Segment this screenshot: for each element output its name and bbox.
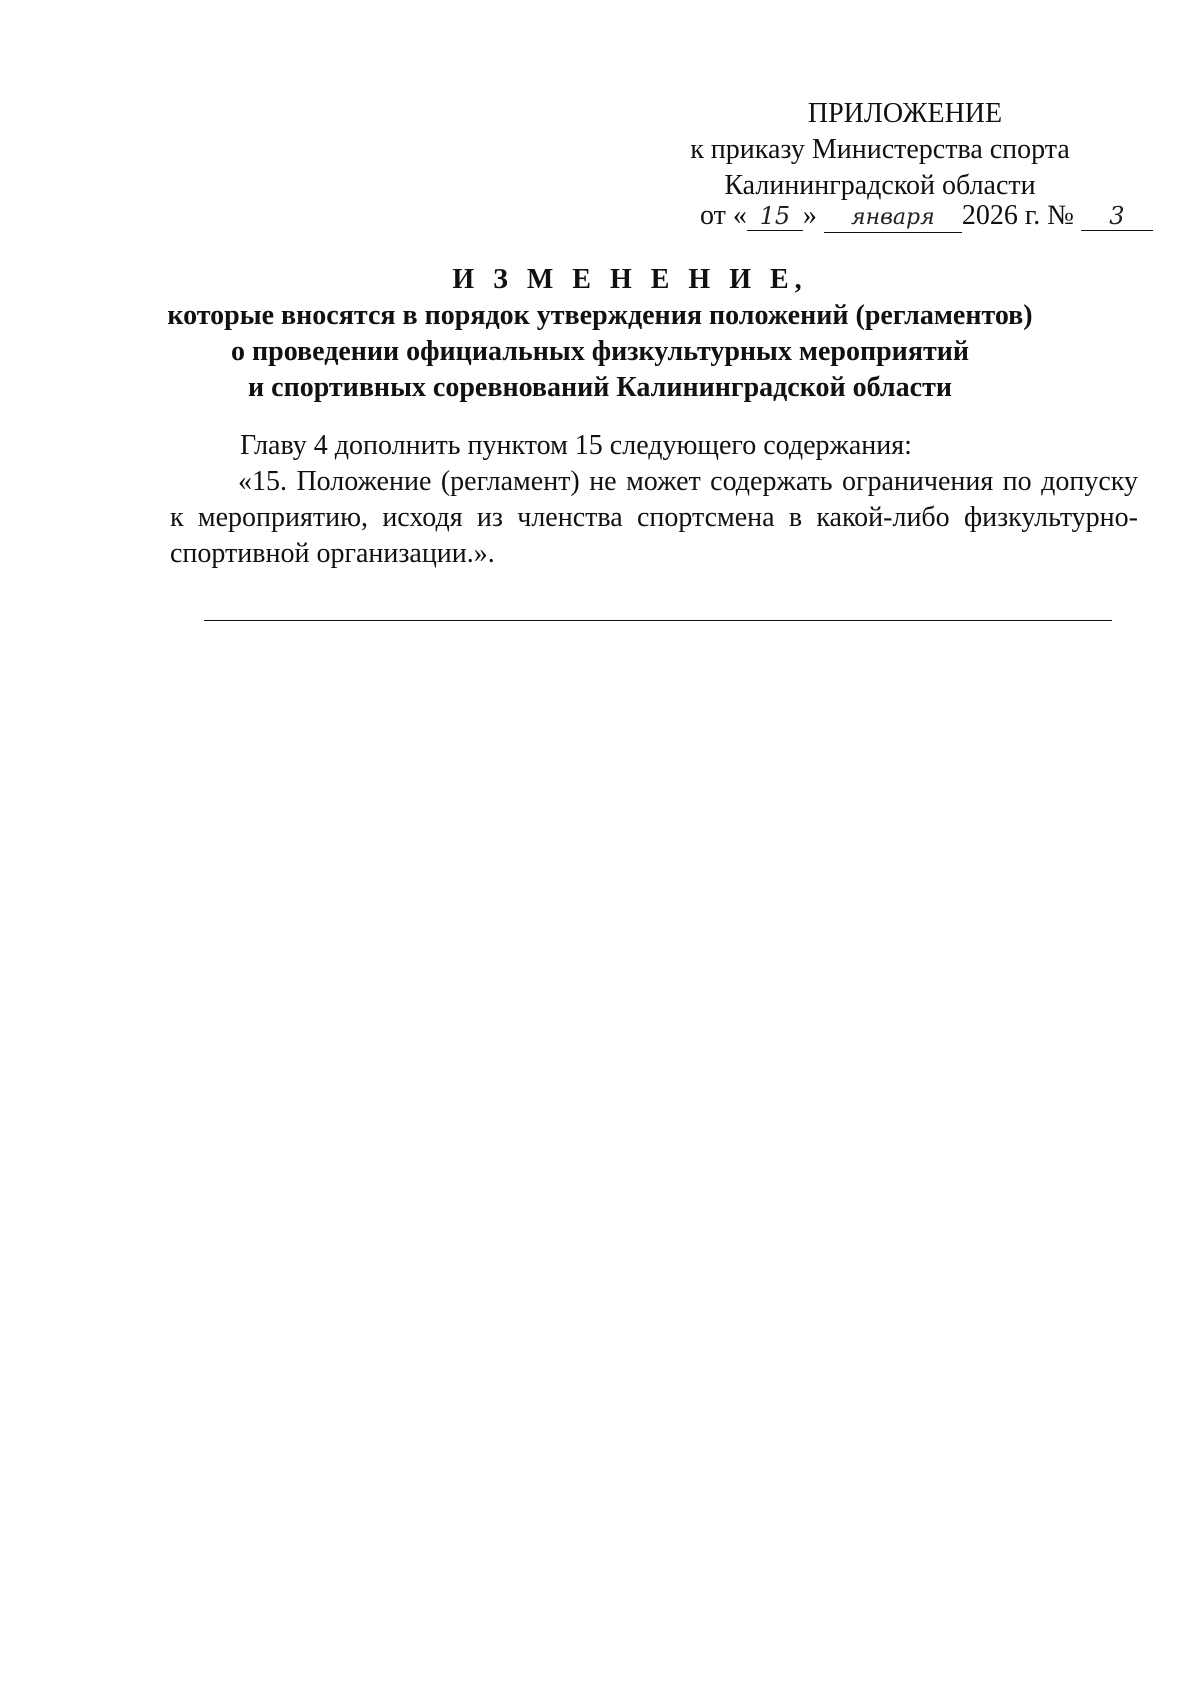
- date-day: 15: [747, 202, 803, 231]
- title-line-2: о проведении официальных физкультурных мероприятий: [231, 336, 969, 367]
- document-body: [170, 428, 1138, 572]
- title-line-1: которые вносятся в порядок утверждения положений (регламентов): [167, 300, 1033, 331]
- body-paragraph-2: «15. Положение (регламент) не может содержать ограничения по допуску к мероприятию, исходя из членства спортсмена в какой-либо физкультурно-спортивной организации.».: [170, 466, 1138, 569]
- date-close-quote: »: [802, 200, 817, 231]
- appendix-header: [640, 96, 1120, 204]
- date-year: 2026 г. №: [961, 200, 1074, 231]
- title-main: И З М Е Н Е Н И Е,: [452, 264, 808, 295]
- order-date-line: [700, 198, 1153, 234]
- appendix-title: ПРИЛОЖЕНИЕ: [807, 98, 1003, 129]
- appendix-region-line: Калининградской области: [724, 170, 1036, 201]
- order-number: 3: [1081, 202, 1153, 231]
- date-prefix: от «: [700, 200, 747, 231]
- title-line-3: и спортивных соревнований Калининградской области: [248, 372, 952, 403]
- date-month: января: [824, 204, 962, 233]
- closing-divider: [204, 620, 1112, 621]
- document-title: [0, 262, 1200, 406]
- appendix-order-line: к приказу Министерства спорта: [690, 134, 1070, 165]
- body-paragraph-1: Главу 4 дополнить пунктом 15 следующего содержания:: [240, 430, 912, 461]
